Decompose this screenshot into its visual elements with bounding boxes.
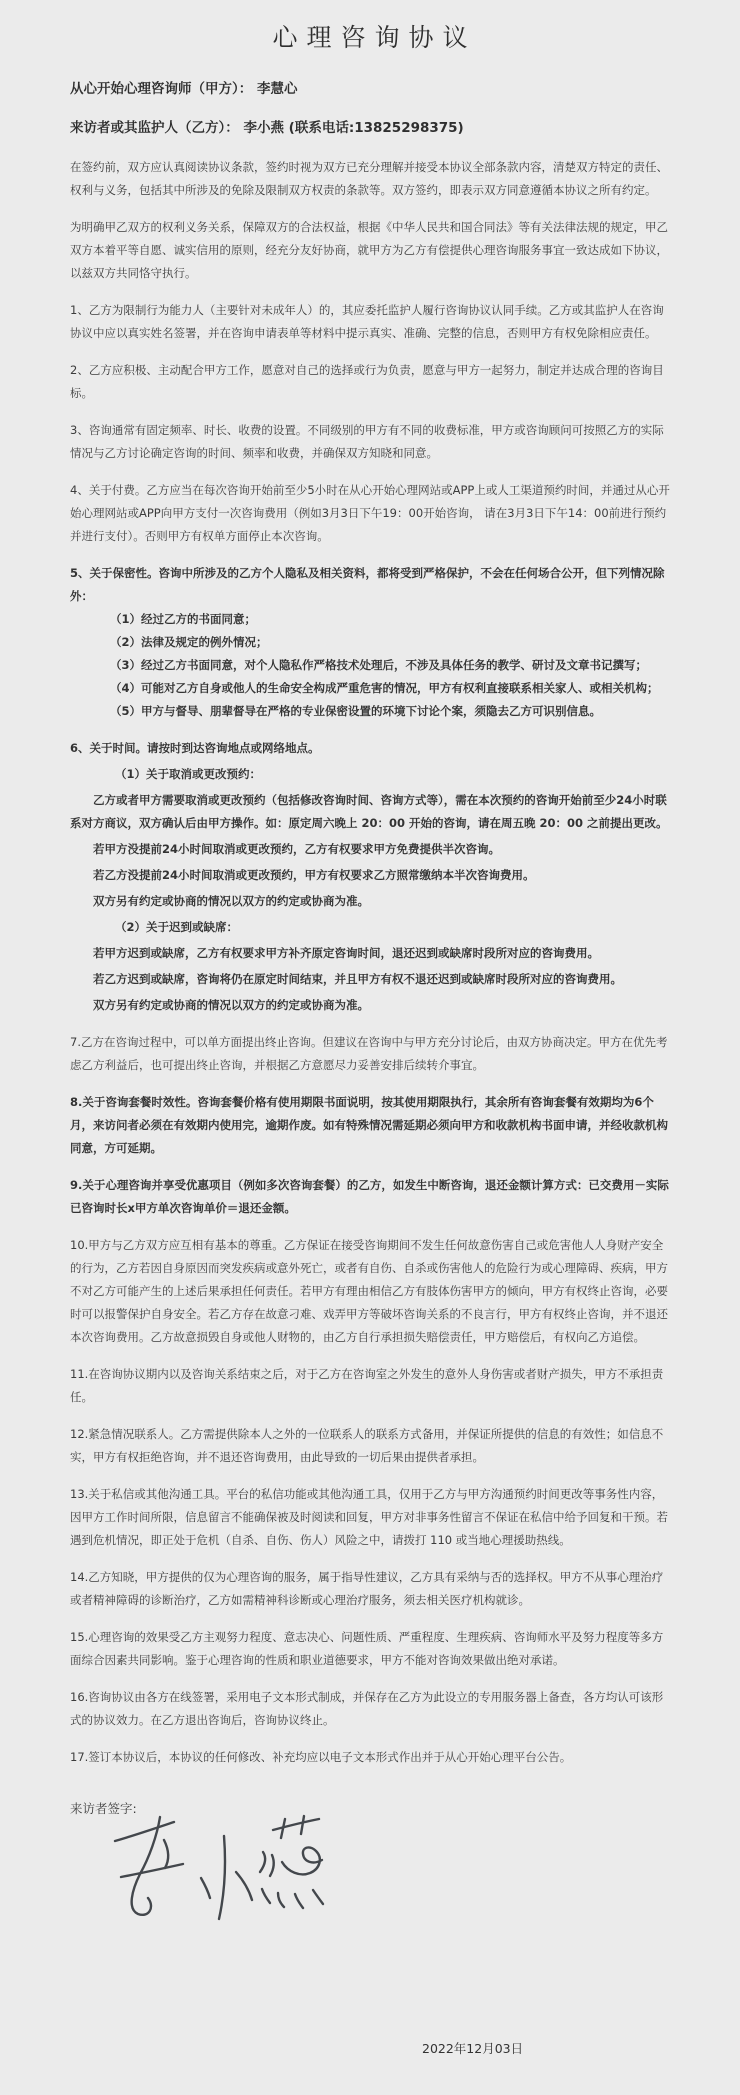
clause-10: 10.甲方与乙方双方应互相有基本的尊重。乙方保证在接受咨询期间不发生任何故意伤害自己或危害他人人身财产安全的行为，乙方若因自身原因而突发疾病或意外死亡，或者有自伤、自杀或伤害他人的危险行为或心理障碍、疾病，甲方不对乙方可能产生的上述后果承担任何责任。若甲方有理由相信乙方有肢体伤害甲方的倾向，甲方有权终止咨询，必要时可以报警保护自身安全。若乙方存在故意刁难、戏弄甲方等破坏咨询关系的不良言行，甲方有权终止咨询，并不退还本次咨询费用。乙方故意损毁自身或他人财物的，由乙方自行承担损失赔偿责任，甲方赔偿后，有权向乙方追偿。 — [70, 1238, 668, 1344]
clause-5-head: 5、关于保密性。咨询中所涉及的乙方个人隐私及相关资料，都将受到严格保护，不会在任何场合公开，但下列情况除外： — [70, 566, 665, 603]
clause-5-item-1: （1）经过乙方的书面同意； — [110, 612, 257, 626]
clause-5-item-5: （5）甲方与督导、朋辈督导在严格的专业保密设置的环境下讨论个案，须隐去乙方可识别信息。 — [110, 704, 601, 718]
party-b-name: 李小燕 — [243, 120, 284, 136]
visitor-handwritten-signature — [112, 1814, 330, 1939]
clause-6 — [70, 737, 670, 1017]
clause-5 — [70, 562, 670, 723]
party-a-line — [70, 78, 670, 101]
party-a-label: 从心开始心理咨询师（甲方）： — [70, 81, 253, 97]
party-b-line — [70, 117, 670, 140]
clause-14: 14.乙方知晓，甲方提供的仅为心理咨询的服务，属于指导性建议，乙方具有采纳与否的选择权。甲方不从事心理治疗或者精神障碍的诊断治疗，乙方如需精神科诊断或心理治疗服务，须去相关医疗机构就诊。 — [70, 1570, 664, 1607]
clause-12: 12.紧急情况联系人。乙方需提供除本人之外的一位联系人的联系方式备用，并保证所提供的信息的有效性；如信息不实，甲方有权拒绝咨询，并不退还咨询费用，由此导致的一切后果由提供者承担。 — [70, 1427, 664, 1464]
clause-15: 15.心理咨询的效果受乙方主观努力程度、意志决心、问题性质、严重程度、生理疾病、咨询师水平及努力程度等多方面综合因素共同影响。鉴于心理咨询的性质和职业道德要求，甲方不能对咨询效果做出绝对承诺。 — [70, 1630, 664, 1667]
clause-6-sub2-para-2: 若乙方迟到或缺席，咨询将仍在原定时间结束，并且甲方有权不退还迟到或缺席时段所对应的咨询费用。 — [93, 972, 622, 986]
party-a-name: 李慧心 — [256, 81, 298, 97]
clause-9: 9.关于心理咨询并享受优惠项目（例如多次咨询套餐）的乙方，如发生中断咨询，退还金额计算方式：已交费用－实际已咨询时长x甲方单次咨询单价＝退还金额。 — [70, 1178, 669, 1215]
clause-6-sub2-para-1: 若甲方迟到或缺席，乙方有权要求甲方补齐原定咨询时间，退还迟到或缺席时段所对应的咨询费用。 — [93, 946, 599, 960]
intro-paragraph-1: 在签约前，双方应认真阅读协议条款，签约时视为双方已充分理解并接受本协议全部条款内容，清楚双方特定的责任、权利与义务，包括其中所涉及的免除及限制双方权责的条款等。双方签约，即表示双方同意遵循本协议之所有约定。 — [70, 160, 668, 197]
party-b-phone: (联系电话:13825298375) — [288, 120, 464, 136]
clause-7: 7.乙方在咨询过程中，可以单方面提出终止咨询。但建议在咨询中与甲方充分讨论后，由双方协商决定。甲方在优先考虑乙方利益后，也可提出终止咨询，并根据乙方意愿尽力妥善安排后续转介事宜。 — [70, 1035, 668, 1072]
clause-2: 2、乙方应积极、主动配合甲方工作，愿意对自己的选择或行为负责，愿意与甲方一起努力，制定并达成合理的咨询目标。 — [70, 363, 664, 400]
clause-17: 17.签订本协议后，本协议的任何修改、补充均应以电子文本形式作出并于从心开始心理平台公告。 — [70, 1750, 572, 1764]
signing-date: 2022年12月03日 — [422, 2041, 524, 2056]
clause-6-sub2-para-3: 双方另有约定或协商的情况以双方的约定或协商为准。 — [93, 998, 369, 1012]
clause-16: 16.咨询协议由各方在线签署，采用电子文本形式制成，并保存在乙方为此设立的专用服务器上备查，各方均认可该形式的协议效力。在乙方退出咨询后，咨询协议终止。 — [70, 1690, 664, 1727]
document-title: 心理咨询协议 — [272, 23, 477, 52]
clause-6-sub1-title: （1）关于取消或更改预约： — [115, 767, 262, 781]
clause-3: 3、咨询通常有固定频率、时长、收费的设置。不同级别的甲方有不同的收费标准，甲方或咨询顾问可按照乙方的实际情况与乙方讨论确定咨询的时间、频率和收费，并确保双方知晓和同意。 — [70, 423, 664, 460]
intro-paragraph-2: 为明确甲乙双方的权利义务关系，保障双方的合法权益，根据《中华人民共和国合同法》等有关法律法规的规定，甲乙双方本着平等自愿、诚实信用的原则，经充分友好协商，就甲方为乙方有偿提供心理咨询服务事宜一致达成如下协议，以兹双方共同恪守执行。 — [70, 220, 668, 280]
clause-4: 4、关于付费。乙方应当在每次咨询开始前至少5小时在从心开始心理网站或APP上或人工渠道预约时间，并通过从心开始心理网站或APP向甲方支付一次咨询费用（例如3月3日下午19：00开始咨询， 请在3月3日下午14：00前进行预约并进行支付）。否则甲方有权单方面停止本次咨询。 — [70, 483, 670, 543]
clause-6-head: 6、关于时间。请按时到达咨询地点或网络地点。 — [70, 741, 320, 755]
clause-5-item-3: （3）经过乙方书面同意，对个人隐私作严格技术处理后，不涉及具体任务的教学、研讨及文章书记撰写； — [110, 658, 647, 672]
visitor-signature-label: 来访者签字: — [70, 1801, 137, 1816]
clause-5-item-4: （4）可能对乙方自身或他人的生命安全构成严重危害的情况，甲方有权利直接联系相关家人、或相关机构； — [110, 681, 659, 695]
clause-5-item-2: （2）法律及规定的例外情况； — [110, 635, 268, 649]
clause-6-sub1-para-3: 若乙方没提前24小时间取消或更改预约，甲方有权要求乙方照常缴纳本半次咨询费用。 — [93, 868, 535, 882]
clause-6-sub1-para-4: 双方另有约定或协商的情况以双方的约定或协商为准。 — [93, 894, 369, 908]
clause-8: 8.关于咨询套餐时效性。咨询套餐价格有使用期限书面说明，按其使用期限执行，其余所有咨询套餐有效期均为6个月，来访问者必须在有效期内使用完，逾期作废。如有特殊情况需延期必须向甲方和收款机构书面申请，并经收款机构同意，方可延期。 — [70, 1095, 668, 1155]
clause-11: 11.在咨询协议期内以及咨询关系结束之后，对于乙方在咨询室之外发生的意外人身伤害或者财产损失，甲方不承担责任。 — [70, 1367, 664, 1404]
clause-6-sub1-para-1: 乙方或者甲方需要取消或更改预约（包括修改咨询时间、咨询方式等），需在本次预约的咨询开始前至少24小时联系对方商议，双方确认后由甲方操作。如：原定周六晚上 20：00 开始的咨询，请在周五晚 20：00 之前提出更改。 — [70, 793, 668, 830]
clause-13: 13.关于私信或其他沟通工具。平台的私信功能或其他沟通工具，仅用于乙方与甲方沟通预约时间更改等事务性内容，因甲方工作时间所限，信息留言不能确保被及时阅读和回复，甲方对非事务性留言不保证在私信中给予回复和干预。若遇到危机情况，即正处于危机（自杀、自伤、伤人）风险之中，请拨打 110 或当地心理援助热线。 — [70, 1487, 668, 1547]
clause-6-sub1-para-2: 若甲方没提前24小时间取消或更改预约，乙方有权要求甲方免费提供半次咨询。 — [93, 842, 500, 856]
party-b-label: 来访者或其监护人（乙方）： — [70, 120, 239, 136]
clause-1: 1、乙方为限制行为能力人（主要针对未成年人）的，其应委托监护人履行咨询协议认同手续。乙方或其监护人在咨询协议中应以真实姓名签署，并在咨询申请表单等材料中提示真实、准确、完整的信息，否则甲方有权免除相应责任。 — [70, 303, 664, 340]
clause-6-sub2-title: （2）关于迟到或缺席： — [115, 920, 239, 934]
